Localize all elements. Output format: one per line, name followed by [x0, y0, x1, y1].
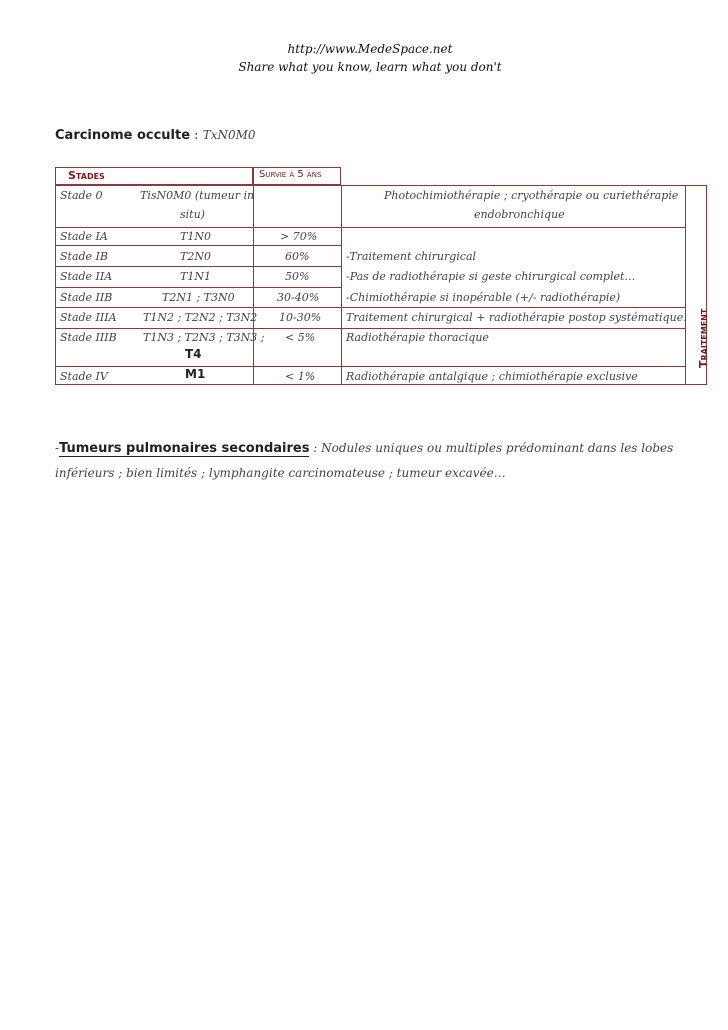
row5-tnm: T1N2 ; T2N2 ; T3N2 — [143, 311, 258, 324]
row5-trait: Traitement chirurgical + radiothérapie postop systématique. — [346, 311, 687, 324]
row2-survie: 60% — [285, 250, 310, 263]
header-survie: Survie à 5 ans — [259, 169, 322, 180]
row4-trait: -Chimiothérapie si inopérable (+/- radiothérapie) — [346, 291, 621, 304]
row6-tnm2: T4 — [185, 347, 202, 361]
occulte-formula: TxN0M0 — [202, 128, 256, 142]
secondaires-text: : Nodules uniques ou multiples prédominant dans les lobes inférieurs ; bien limités ; lymphangite carcinomateuse ; tumeur excavée… — [55, 441, 674, 480]
row4-stade: Stade IIB — [60, 291, 113, 304]
row4-survie: 30-40% — [277, 291, 320, 304]
row6-trait: Radiothérapie thoracique — [346, 331, 489, 344]
row7-survie: < 1% — [285, 370, 316, 383]
row2-tnm: T2N0 — [180, 250, 211, 263]
carcinome-occulte — [55, 128, 256, 143]
occulte-sep: : — [190, 128, 203, 143]
row2-trait: -Traitement chirurgical — [346, 250, 477, 263]
secondaires-dash: - — [55, 441, 60, 455]
row3-stade: Stade IIA — [60, 270, 113, 283]
row0-stade: Stade 0 — [60, 189, 103, 202]
header-stades: Stades — [68, 169, 105, 182]
row7-tnm: M1 — [185, 367, 206, 381]
row0-trait2: endobronchique — [474, 208, 565, 221]
row0-tnm2: situ) — [180, 208, 205, 221]
row7-trait: Radiothérapie antalgique ; chimiothérapie exclusive — [346, 370, 638, 383]
row6-survie: < 5% — [285, 331, 316, 344]
row5-stade: Stade IIIA — [60, 311, 117, 324]
row1-stade: Stade IA — [60, 230, 108, 243]
header-url: http://www.MedeSpace.net — [287, 42, 453, 56]
secondaires-title: Tumeurs pulmonaires secondaires — [59, 441, 310, 456]
occulte-label: Carcinome occulte — [55, 128, 191, 143]
row7-stade: Stade IV — [60, 370, 108, 383]
row2-stade: Stade IB — [60, 250, 108, 263]
row3-trait: -Pas de radiothérapie si geste chirurgical complet… — [346, 270, 636, 283]
stages-table — [55, 185, 686, 385]
header-stades-cell — [55, 167, 253, 185]
row6-stade: Stade IIIB — [60, 331, 117, 344]
row3-survie: 50% — [285, 270, 310, 283]
row1-survie: > 70% — [280, 230, 318, 243]
header-survie-cell — [253, 167, 341, 185]
row0-tnm: TisN0M0 (tumeur in — [140, 189, 255, 202]
secondaires-paragraph — [55, 436, 685, 485]
row0-trait: Photochimiothérapie ; cryothérapie ou curiethérapie — [384, 189, 679, 202]
row6-tnm: T1N3 ; T2N3 ; T3N3 ; — [143, 331, 265, 344]
row3-tnm: T1N1 — [180, 270, 211, 283]
header-slogan: Share what you know, learn what you don't — [238, 60, 502, 74]
row4-tnm: T2N1 ; T3N0 — [162, 291, 235, 304]
row1-tnm: T1N0 — [180, 230, 211, 243]
row5-survie: 10-30% — [279, 311, 322, 324]
header-traitement: Traitement — [697, 308, 710, 368]
